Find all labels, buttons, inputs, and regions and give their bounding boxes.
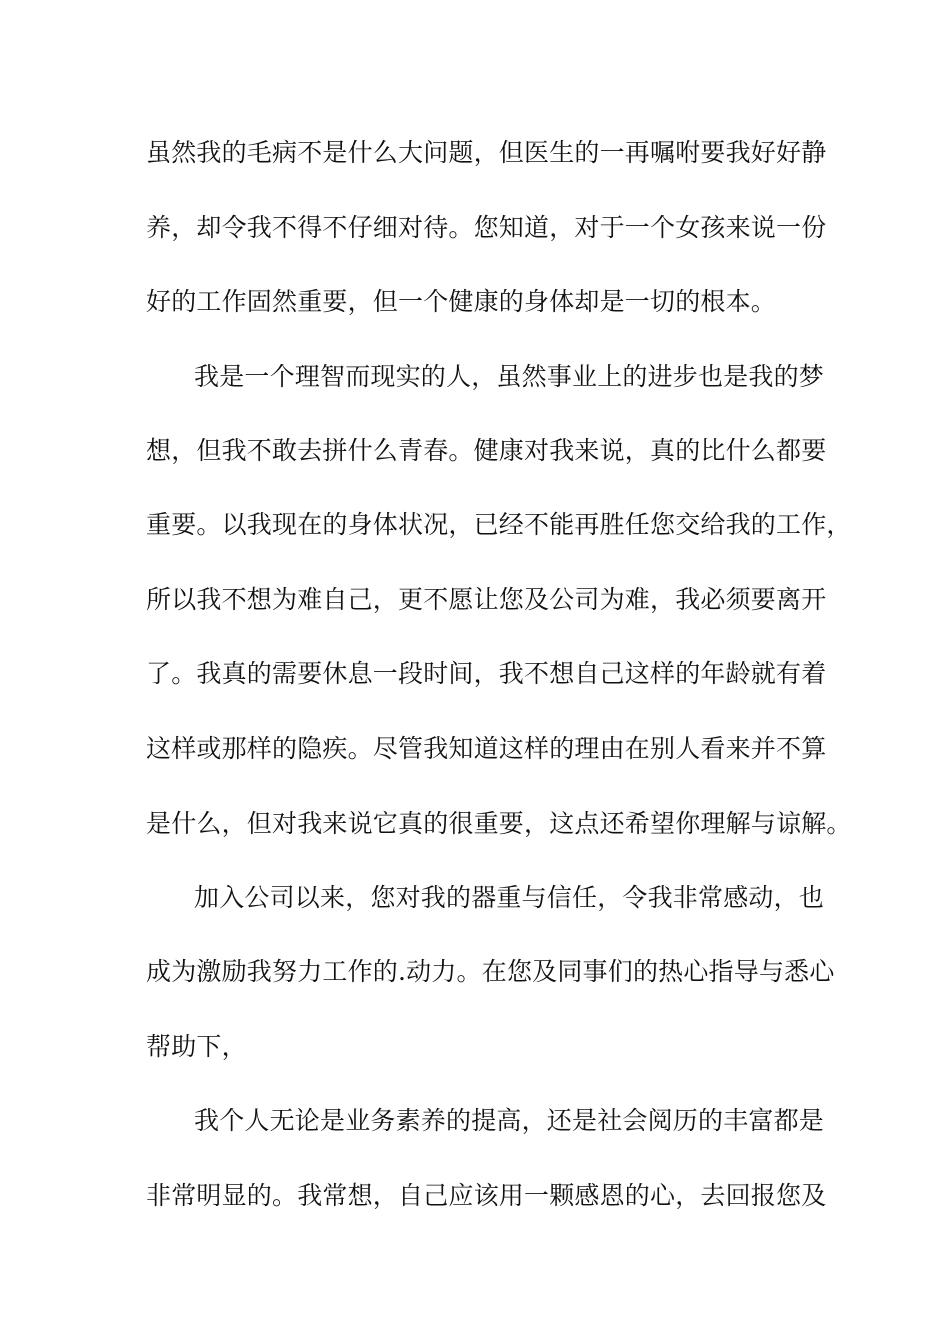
text-line: 这样或那样的隐疾。尽管我知道这样的理由在别人看来并不算: [146, 734, 827, 763]
text-line: 虽然我的毛病不是什么大问题，但医生的一再嘱咐要我好好静: [146, 138, 827, 167]
text-line: 非常明显的。我常想，自己应该用一颗感恩的心，去回报您及: [146, 1181, 827, 1210]
paragraph-first-line: 加入公司以来，您对我的器重与信任，令我非常感动，也: [194, 883, 825, 912]
text-line: 成为激励我努力工作的.动力。在您及同事们的热心指导与悉心: [146, 957, 835, 986]
paragraph-first-line: 我个人无论是业务素养的提高，还是社会阅历的丰富都是: [194, 1106, 825, 1135]
text-line: 养，却令我不得不仔细对待。您知道，对于一个女孩来说一份: [146, 213, 827, 242]
text-line: 想，但我不敢去拼什么青春。健康对我来说，真的比什么都要: [146, 436, 827, 465]
text-line: 所以我不想为难自己，更不愿让您及公司为难，我必须要离开: [146, 585, 827, 614]
text-line: 好的工作固然重要，但一个健康的身体却是一切的根本。: [146, 287, 777, 316]
text-line: 重要。以我现在的身体状况，已经不能再胜任您交给我的工作，: [146, 510, 852, 539]
text-line: 了。我真的需要休息一段时间，我不想自己这样的年龄就有着: [146, 659, 827, 688]
text-line: 是什么，但对我来说它真的很重要，这点还希望你理解与谅解。: [146, 809, 852, 838]
text-line: 帮助下，: [146, 1032, 247, 1061]
paragraph-first-line: 我是一个理智而现实的人，虽然事业上的进步也是我的梦: [194, 362, 825, 391]
